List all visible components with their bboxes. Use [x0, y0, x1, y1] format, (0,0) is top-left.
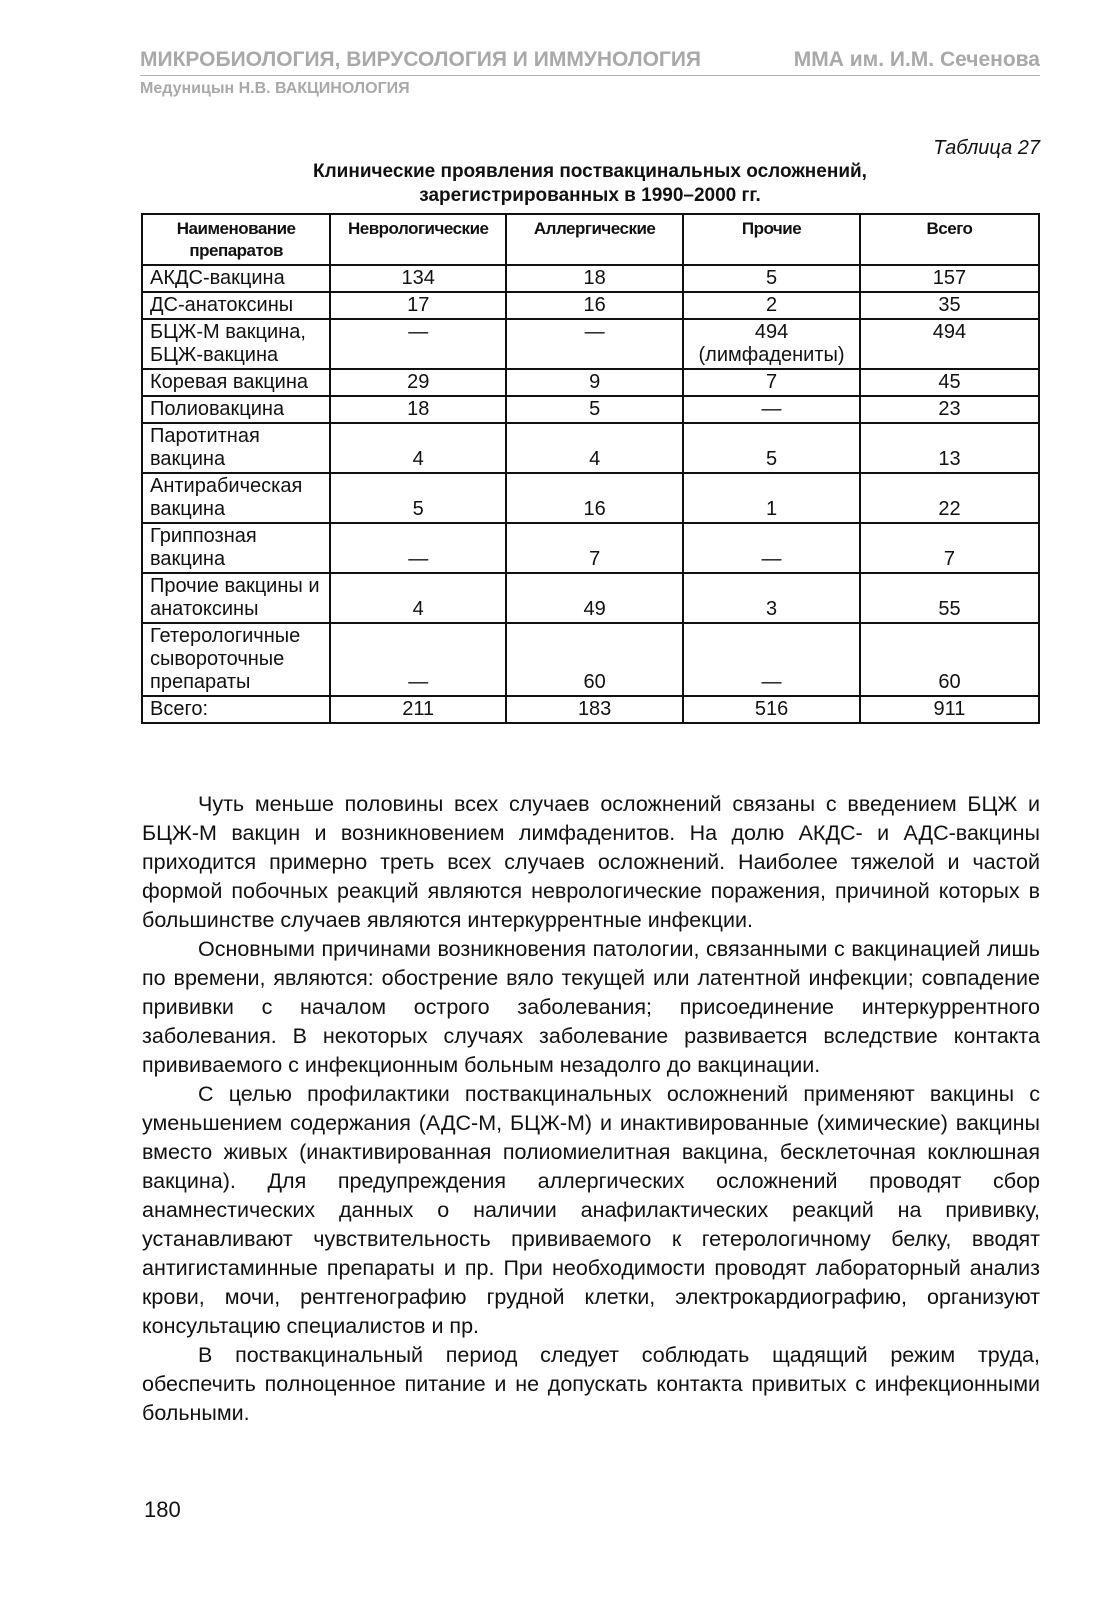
table-cell-value: 5: [683, 423, 860, 473]
paragraph: Основными причинами возникновения патологии, связанными с вакцинацией лишь по времени, являются: обострение вяло текущей или латентной инфекции; совпадение прививки с началом острого заболевания; присоединение интеркуррентного заболевания. В некоторых случаях заболевание развивается вследствие контакта прививаемого с инфекционным больным незадолго до вакцинации.: [142, 937, 1040, 1077]
table-cell-value: —: [330, 319, 506, 369]
table-row: [142, 523, 1039, 573]
table-cell-value: 211: [330, 696, 506, 723]
table-cell-value: 157: [860, 265, 1039, 292]
table-title: [140, 160, 1040, 208]
table-row: [142, 696, 1039, 723]
body-text: [142, 790, 1040, 1428]
table-cell-value: 16: [506, 292, 683, 319]
running-header: [140, 48, 1040, 72]
header-right: ММА им. И.М. Сеченова: [793, 48, 1040, 71]
col-header-name: Наименование препаратов: [142, 214, 330, 265]
table-cell-value: 35: [860, 292, 1039, 319]
table-cell-name: ДС-анатоксины: [142, 292, 330, 319]
col-header-other: Прочие: [683, 214, 860, 265]
table-cell-value: 5: [506, 396, 683, 423]
table-cell-value: 494: [860, 319, 1039, 369]
table-cell-value: 134: [330, 265, 506, 292]
table-cell-name: АКДС-вакцина: [142, 265, 330, 292]
paragraph: В поствакцинальный период следует соблюдать щадящий режим труда, обеспечить полноценное питание и не допускать контакта привитых с инфекционными больными.: [142, 1343, 1040, 1425]
header-left: МИКРОБИОЛОГИЯ, ВИРУСОЛОГИЯ И ИММУНОЛОГИЯ: [140, 48, 702, 71]
table-title-line2: зарегистрированных в 1990–2000 гг.: [419, 185, 761, 206]
table-row: [142, 292, 1039, 319]
table-cell-name: БЦЖ-М вакцина, БЦЖ-вакцина: [142, 319, 330, 369]
table-label: Таблица 27: [933, 137, 1040, 159]
table-cell-value: 5: [330, 473, 506, 523]
table-cell-value: 4: [506, 423, 683, 473]
table-cell-value: 29: [330, 369, 506, 396]
table-cell-name: Коревая вакцина: [142, 369, 330, 396]
table-row: [142, 265, 1039, 292]
table-row: [142, 319, 1039, 369]
table-cell-value: —: [506, 319, 683, 369]
table-cell-value: 1: [683, 473, 860, 523]
table-cell-name: Гетерологичные сывороточные препараты: [142, 623, 330, 696]
table-cell-value: 4: [330, 423, 506, 473]
table-cell-value: 45: [860, 369, 1039, 396]
table-header-row: [142, 214, 1039, 265]
table-cell-value: 7: [506, 523, 683, 573]
table-cell-value: 60: [506, 623, 683, 696]
col-header-total: Всего: [860, 214, 1039, 265]
table-cell-value: 16: [506, 473, 683, 523]
table-cell-name: Всего:: [142, 696, 330, 723]
table-row: [142, 623, 1039, 696]
table-cell-value: 9: [506, 369, 683, 396]
table-cell-value: —: [683, 623, 860, 696]
table-cell-value: 49: [506, 573, 683, 623]
table-cell-value: 2: [683, 292, 860, 319]
table-cell-value: 18: [506, 265, 683, 292]
table-cell-value: 4: [330, 573, 506, 623]
table-cell-value: 183: [506, 696, 683, 723]
table-cell-value: 55: [860, 573, 1039, 623]
table-cell-value: 18: [330, 396, 506, 423]
table-title-line1: Клинические проявления поствакцинальных осложнений,: [313, 161, 867, 182]
table-cell-value: 516: [683, 696, 860, 723]
table-row: [142, 473, 1039, 523]
table-cell-name: Антирабическая вакцина: [142, 473, 330, 523]
table-cell-name: Полиовакцина: [142, 396, 330, 423]
complications-table: [141, 213, 1040, 724]
page-number: 180: [144, 1497, 181, 1522]
paragraph: Чуть меньше половины всех случаев осложнений связаны с введением БЦЖ и БЦЖ-М вакцин и возникновением лимфаденитов. На долю АКДС- и АДС-вакцины приходится примерно треть всех случаев осложнений. Наиболее тяжелой и частой формой побочных реакций являются неврологические поражения, причиной которых в большинстве случаев являются интеркуррентные инфекции.: [142, 792, 1040, 932]
table-cell-value: 60: [860, 623, 1039, 696]
table-cell-name: Гриппозная вакцина: [142, 523, 330, 573]
table-cell-value: 911: [860, 696, 1039, 723]
header-rule: [140, 75, 1040, 76]
table-cell-value: 7: [860, 523, 1039, 573]
table-cell-name: Паротитная вакцина: [142, 423, 330, 473]
table-row: [142, 423, 1039, 473]
table-cell-name: Прочие вакцины и анатоксины: [142, 573, 330, 623]
col-header-neuro: Неврологические: [330, 214, 506, 265]
table-row: [142, 396, 1039, 423]
table-row: [142, 369, 1039, 396]
table-cell-value: 23: [860, 396, 1039, 423]
table-cell-value: 5: [683, 265, 860, 292]
col-header-allergic: Аллергические: [506, 214, 683, 265]
table-cell-value: —: [330, 623, 506, 696]
table-cell-value: —: [683, 523, 860, 573]
table-row: [142, 573, 1039, 623]
table-cell-value: 13: [860, 423, 1039, 473]
table-cell-value: 3: [683, 573, 860, 623]
paragraph: С целью профилактики поствакцинальных осложнений применяют вакцины с уменьшением содержания (АДС-М, БЦЖ-М) и инактивированные (химические) вакцины вместо живых (инактивированная полиомиелитная вакцина, бесклеточная коклюшная вакцина). Для предупреждения аллергических осложнений проводят сбор анамнестических данных о наличии анафилактических реакций на прививку, устанавливают чувствительность прививаемого к гетерологичному белку, вводят антигистаминные препараты и пр. При необходимости проводят лабораторный анализ крови, мочи, рентгенографию грудной клетки, электрокардиографию, организуют консультацию специалистов и пр.: [142, 1082, 1040, 1338]
table-cell-value: 17: [330, 292, 506, 319]
header-subtitle: Медуницын Н.В. ВАКЦИНОЛОГИЯ: [140, 80, 410, 97]
table-cell-value: —: [330, 523, 506, 573]
table-cell-value: 7: [683, 369, 860, 396]
table-cell-value: —: [683, 396, 860, 423]
table-cell-value: 494 (лимфадениты): [683, 319, 860, 369]
table-cell-value: 22: [860, 473, 1039, 523]
